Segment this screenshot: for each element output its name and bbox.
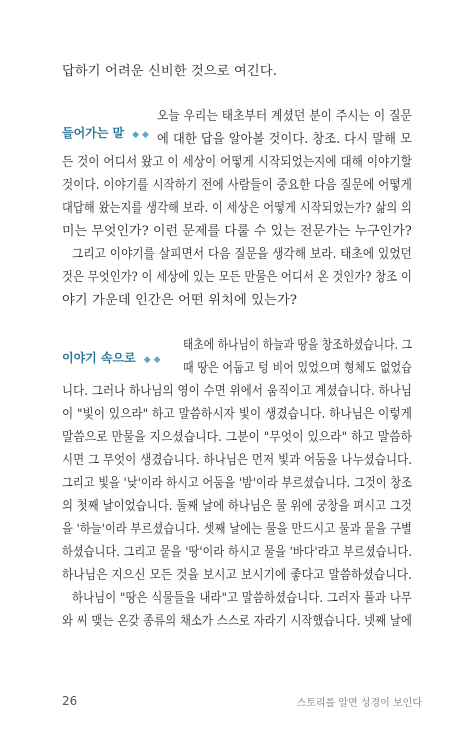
text-line: 을 '하늘'이라 부르셨습니다. 셋째 날에는 물을 만드시고 물과 뭍을 구별 bbox=[62, 522, 413, 537]
text-line: 하나님이 "땅은 식물들을 내라"고 말씀하셨습니다. 그러자 풀과 나무 bbox=[72, 591, 413, 606]
running-title: 스토리를 알면 성경이 보인다 bbox=[296, 698, 422, 709]
text-line: 미는 무엇인가? 이런 문제를 다룰 수 있는 전문가는 누구인가? bbox=[62, 224, 412, 239]
section-label-story bbox=[62, 349, 164, 366]
text-line: 와 씨 맺는 온갖 종류의 채소가 스스로 자라기 시작했습니다. 넷째 날에 bbox=[62, 614, 413, 629]
text-line: 오늘 우리는 태초부터 계셨던 분이 주시는 이 질문 bbox=[157, 109, 412, 124]
text-line: 이 "빛이 있으라" 하고 말씀하시자 빛이 생겼습니다. 하나님은 이렇게 bbox=[62, 407, 413, 422]
diamond-ornament-icon: ◆◆ bbox=[132, 130, 152, 140]
text-line: 말씀으로 만물을 지으셨습니다. 그분이 "무엇이 있으라" 하고 말씀하 bbox=[62, 430, 413, 445]
diamond-ornament-icon: ◆◆ bbox=[143, 355, 164, 365]
text-line: 시면 그 무엇이 생겼습니다. 하나님은 먼저 빛과 어둠을 나누셨습니다. bbox=[62, 453, 413, 468]
text-line: 하셨습니다. 그리고 뭍을 '땅'이라 하시고 물을 '바다'라고 부르셨습니다. bbox=[62, 545, 412, 560]
lead-line: 답하기 어려운 신비한 것으로 여긴다. bbox=[62, 64, 278, 79]
text-line: 것이다. 이야기를 시작하기 전에 사람들이 중요한 다음 질문에 어떻게 bbox=[62, 178, 412, 193]
text-line: 야기 가운데 인간은 어떤 위치에 있는가? bbox=[62, 293, 298, 308]
text-line: 것은 무엇인가? 이 세상에 있는 모든 만물은 어디서 온 것인가? 창조 이 bbox=[62, 270, 412, 285]
text-line: 그리고 빛을 '낮'이라 하시고 어둠을 '밤'이라 부르셨습니다. 그것이 창조 bbox=[62, 476, 412, 491]
text-line: 든 것이 어디서 왔고 이 세상이 어떻게 시작되었는지에 대해 이야기할 bbox=[62, 155, 412, 170]
page-number: 26 bbox=[62, 694, 78, 708]
text-line: 하나님은 지으신 모든 것을 보시고 보시기에 좋다고 말씀하셨습니다. bbox=[62, 568, 412, 583]
section-label-text: 이야기 속으로 bbox=[62, 351, 136, 365]
text-line: 그리고 이야기를 살피면서 다음 질문을 생각해 보라. 태초에 있었던 bbox=[72, 247, 412, 262]
text-line: 에 대한 답을 알아볼 것이다. 창조. 다시 말해 모 bbox=[157, 132, 413, 147]
text-line: 니다. 그러나 하나님의 영이 수면 위에서 움직이고 계셨습니다. 하나님 bbox=[62, 384, 413, 399]
section-label-intro bbox=[62, 124, 152, 141]
text-line: 대답해 왔는지를 생각해 보라. 이 세상은 어떻게 시작되었는가? 삶의 의 bbox=[62, 201, 412, 216]
text-line: 때 땅은 어둡고 텅 비어 있었으며 형체도 없었습 bbox=[183, 361, 412, 376]
section-label-text: 들어가는 말 bbox=[62, 126, 125, 140]
text-line: 의 첫째 날이었습니다. 둘째 날에 하나님은 물 위에 궁창을 펴시고 그것 bbox=[62, 499, 413, 514]
text-line: 태초에 하나님이 하늘과 땅을 창조하셨습니다. 그 bbox=[183, 338, 413, 353]
